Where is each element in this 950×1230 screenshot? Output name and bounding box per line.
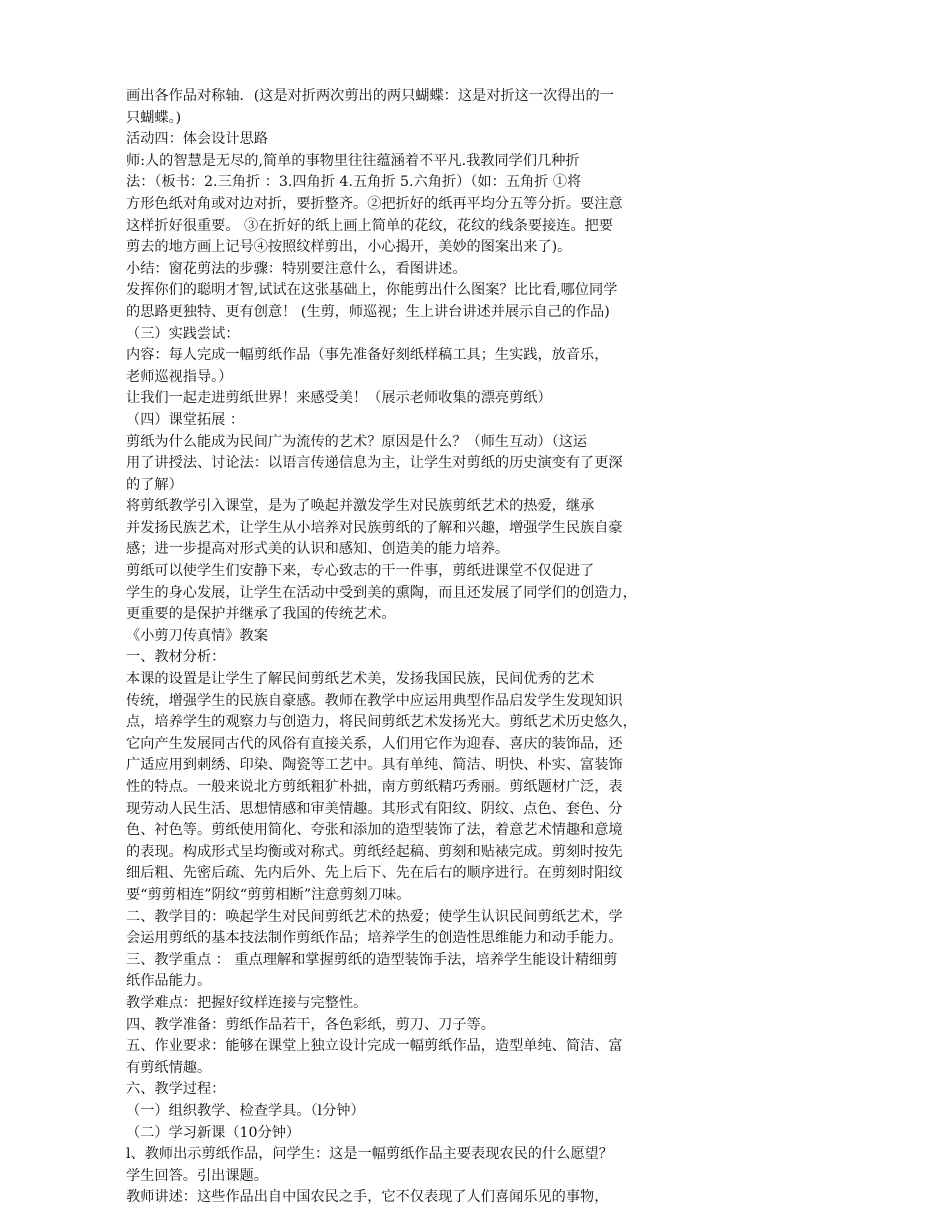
text-line: 更重要的是保护并继承了我国的传统艺术。	[126, 606, 396, 623]
section-heading: 四、教学准备：剪纸作品若干，各色彩纸，剪刀、刀子等。	[126, 1016, 495, 1033]
text-line: 纸作品能力。	[126, 973, 212, 990]
text-line: 将剪纸教学引入课堂，是为了唤起并激发学生对民族剪纸艺术的热爱，继承	[126, 498, 595, 515]
text-line: 点，培养学生的观察力与创造力，将民间剪纸艺术发扬光大。剪纸艺术历史悠久，	[126, 714, 637, 731]
text-line: 并发扬民族艺术，让学生从小培养对民族剪纸的了解和兴趣，增强学生民族自豪	[126, 519, 623, 536]
text-line: 小结：窗花剪法的步骤：特别要注意什么，看图讲述。	[126, 260, 467, 277]
text-line: 细后粗、先密后疏、先内后外、先上后下、先在后右的顺序进行。在剪刻时阳纹	[126, 865, 623, 882]
text-line: 的思路更独特、更有创意！ (生剪，师巡视；生上讲台讲述并展示自己的作品)	[126, 303, 610, 320]
text-line: 剪纸为什么能成为民间广为流传的艺术？原因是什么？（师生互动）（这运	[126, 433, 588, 450]
section-heading: 一、教材分析：	[126, 649, 226, 666]
text-line: 广适应用到刺绣、印染、陶瓷等工艺中。具有单纯、简洁、明快、朴实、富装饰	[126, 757, 623, 774]
text-line: 教师讲述：这些作品出自中国农民之手，它不仅表现了人们喜闻乐见的事物，	[126, 1189, 609, 1206]
text-line: 本课的设置是让学生了解民间剪纸艺术美，发扬我国民族，民间优秀的艺术	[126, 671, 595, 688]
section-heading: 活动四：体会设计思路	[126, 131, 268, 148]
text-line: 方形色纸对角或对边对折，要折整齐。②把折好的纸再平均分五等分折。要注意	[126, 195, 623, 212]
text-line: 要“剪剪相连”阴纹“剪剪相断”注意剪刻刀味。	[126, 886, 411, 903]
text-line: 内容：每人完成一幅剪纸作品（事先准备好刻纸样稿工具；生实践，放音乐，	[126, 347, 609, 364]
section-heading: （三）实践尝试：	[126, 325, 240, 342]
text-line: 的表现。构成形式呈均衡或对称式。剪纸经起稿、剪刻和贴裱完成。剪刻时按先	[126, 843, 623, 860]
section-heading: 二、教学目的：唤起学生对民间剪纸艺术的热爱；使学生认识民间剪纸艺术，学	[126, 908, 623, 925]
text-line: 法：（板书：2.三角折 ：3.四角折 4.五角折 5.六角折）（如：五角折 ①将	[126, 174, 582, 191]
section-heading: 五、作业要求：能够在课堂上独立设计完成一幅剪纸作品，造型单纯、简洁、富	[126, 1038, 623, 1055]
text-line: 这样折好很重要。 ③在折好的纸上画上简单的花纹，花纹的线条要接连。把要	[126, 217, 613, 234]
section-heading: 三、教学重点 ： 重点理解和掌握剪纸的造型装饰手法，培养学生能设计精细剪	[126, 951, 618, 968]
text-line: 让我们一起走进剪纸世界！来感受美！（展示老师收集的漂亮剪纸）	[126, 390, 552, 407]
text-line: 感；进一步提高对形式美的认识和感知、创造美的能力培养。	[126, 541, 510, 558]
text-line: 现劳动人民生活、思想情感和审美情趣。其形式有阳纹、阴纹、点色、套色、分	[126, 800, 623, 817]
section-heading: （四）课堂拓展 ：	[126, 411, 245, 428]
text-line: 有剪纸情趣。	[126, 1059, 212, 1076]
text-line: 师:人的智慧是无尽的,简单的事物里往往蕴涵着不平凡.我教同学们几种折	[126, 152, 580, 169]
text-line: 会运用剪纸的基本技法制作剪纸作品；培养学生的创造性思维能力和动手能力。	[126, 930, 623, 947]
text-line: 老师巡视指导。）	[126, 368, 233, 385]
text-line: 教学难点：把握好纹样连接与完整性。	[126, 994, 368, 1011]
text-line: 用了讲授法、讨论法：以语言传递信息为主，让学生对剪纸的历史演变有了更深	[126, 455, 623, 472]
text-line: 性的特点。一般来说北方剪纸粗犷朴拙，南方剪纸精巧秀丽。剪纸题材广泛，表	[126, 779, 623, 795]
text-line: l、教师出示剪纸作品，问学生：这是一幅剪纸作品主要表现农民的什么愿望？	[126, 1146, 613, 1163]
text-line: 只蝴蝶。)	[126, 109, 182, 126]
text-line: 的了解）	[126, 476, 183, 493]
section-heading: 六、教学过程：	[126, 1081, 226, 1098]
document-title: 《小剪刀传真情》教案	[126, 627, 268, 644]
text-line: 发挥你们的聪明才智,试试在这张基础上，你能剪出什么图案？比比看,哪位同学	[126, 282, 618, 299]
text-line: 画出各作品对称轴．(这是对折两次剪出的两只蝴蝶：这是对折这一次得出的一	[126, 88, 614, 104]
text-line: 剪去的地方画上记号④按照纹样剪出，小心揭开，美妙的图案出来了)。	[126, 239, 572, 256]
text-line: 色、衬色等。剪纸使用简化、夸张和添加的造型装饰了法，着意艺术情趣和意境	[126, 822, 623, 839]
document-page	[126, 86, 686, 1209]
text-line: 学生回答。引出课题。	[126, 1167, 268, 1184]
text-line: 剪纸可以使学生们安静下来，专心致志的干一件事，剪纸进课堂不仅促进了	[126, 563, 595, 580]
text-line: 传统，增强学生的民族自豪感。教师在教学中应运用典型作品启发学生发现知识	[126, 692, 623, 709]
text-line: 它向产生发展同古代的风俗有直接关系，人们用它作为迎春、喜庆的装饰品，还	[126, 735, 623, 752]
text-line: （一）组织教学、检查学具。（l分钟）	[126, 1102, 365, 1119]
text-line: （二）学习新课（10分钟）	[126, 1124, 301, 1141]
text-line: 学生的身心发展，让学生在活动中受到美的熏陶，而且还发展了同学们的创造力，	[126, 584, 637, 601]
